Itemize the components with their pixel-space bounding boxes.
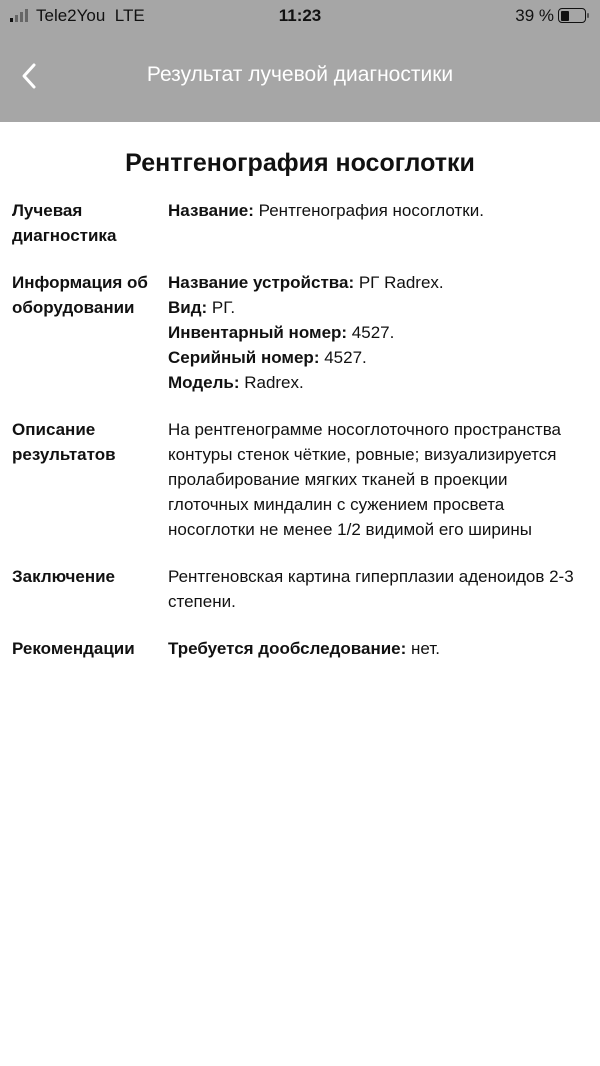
detail-row — [0, 198, 600, 248]
field-key: Серийный номер: — [168, 348, 320, 367]
field-key: Модель: — [168, 373, 240, 392]
app-header — [0, 0, 600, 122]
battery-icon — [558, 8, 586, 23]
row-label: Заключение — [12, 567, 115, 586]
row-value — [168, 270, 600, 395]
field-key: Инвентарный номер: — [168, 323, 348, 342]
row-value: На рентгенограмме носоглоточного пространства контуры стенок чёткие, ровные; визуализируется пролабирование мягких тканей в проекции глоточных миндалин с сужением просвета носоглотки не менее 1/2 видимой его ширины — [168, 420, 561, 539]
row-value: Рентгеновская картина гиперплазии аденоидов 2-3 степени. — [168, 567, 574, 611]
row-label: Информация об оборудовании — [12, 273, 148, 317]
row-value — [168, 198, 600, 248]
row-value — [168, 636, 600, 661]
field-key: Требуется дообследование: — [168, 639, 407, 658]
detail-row — [0, 270, 600, 395]
field-key: Вид: — [168, 298, 208, 317]
result-details — [0, 198, 600, 661]
row-label: Описание результатов — [12, 420, 116, 464]
field-value: нет. — [406, 639, 440, 658]
detail-row — [0, 636, 600, 661]
field-value: 4527. — [319, 348, 367, 367]
page-title: Рентгенография носоглотки — [125, 149, 475, 177]
carrier: Tele2You LTE — [36, 6, 145, 25]
detail-row — [0, 417, 600, 542]
nav-title: Результат лучевой диагностики — [146, 63, 454, 86]
detail-row — [0, 564, 600, 614]
row-label: Рекомендации — [12, 639, 135, 658]
field-value: Radrex. — [239, 373, 304, 392]
status-bar — [0, 0, 600, 32]
field-value: Рентгенография носоглотки. — [253, 201, 484, 220]
field-value: РГ Radrex. — [354, 273, 444, 292]
field-key: Название: — [168, 201, 254, 220]
field-value: 4527. — [347, 323, 395, 342]
battery-percent: 39 % — [515, 6, 554, 25]
clock: 11:23 — [278, 6, 322, 25]
field-key: Название устройства: — [168, 273, 355, 292]
field-value: РГ. — [207, 298, 236, 317]
row-label: Лучевая диагностика — [12, 201, 117, 245]
